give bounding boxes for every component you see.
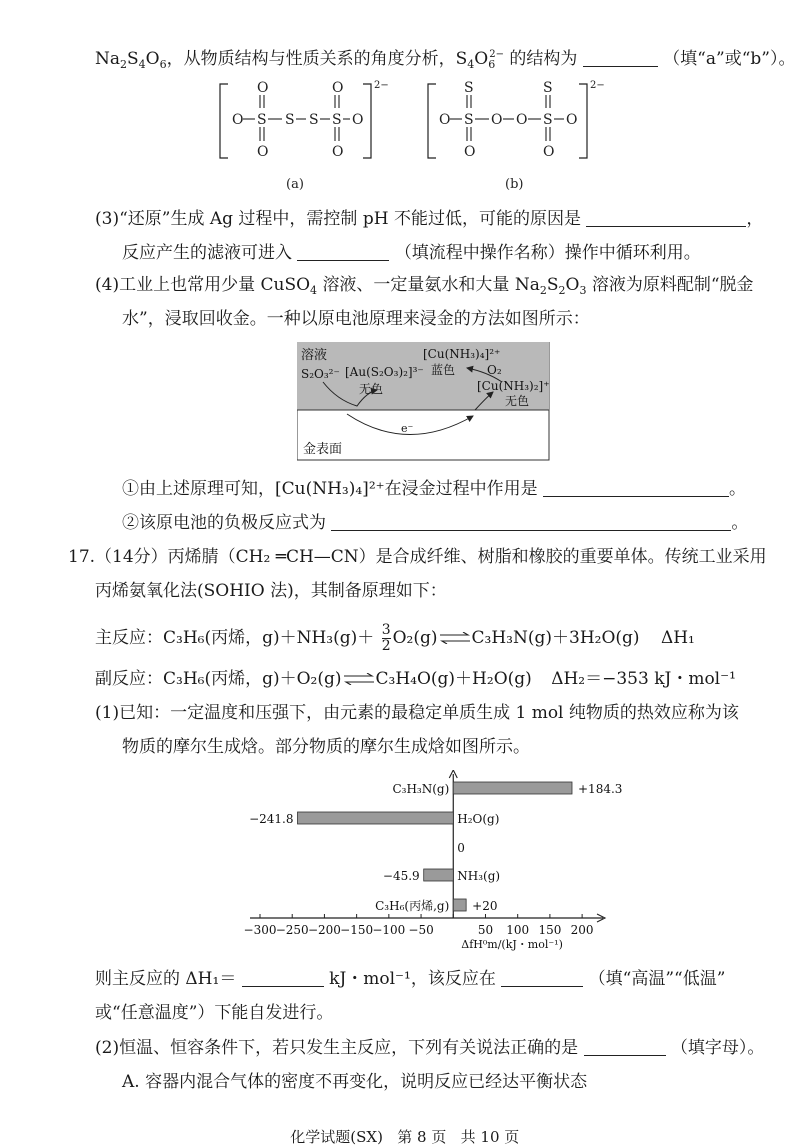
q16-p4-line2: 水”，浸取回收金。一种以原电池原理来浸金的方法如图所示： [122,309,590,329]
q17-after-chart-1: 则主反应的 ΔH₁＝ kJ・mol⁻¹，该反应在 （填“高温”“低温” [95,969,726,989]
label-b: (b) [505,177,524,192]
zero-label: 0 [457,841,465,855]
x-tick-label: 150 [538,923,562,937]
category-label: H₂O(g) [457,812,500,826]
x-tick-label: −300 [243,923,277,937]
svg-text:S: S [285,112,295,128]
q16-p3-line1: (3)“还原”生成 Ag 过程中，需控制 pH 不能过低，可能的原因是 ， [95,209,764,229]
label-a: (a) [286,177,304,192]
x-tick-label: −250 [275,923,309,937]
q16-sub1: ①由上述原理可知，[Cu(NH₃)₄]²⁺在浸金过程中作用是 。 [122,479,747,499]
main-reaction: 主反应：C₃H₆(丙烯，g)＋NH₃(g)＋ $\frac{3}{2}$ O₂(g) C₃H₃N(g)＋3H₂O(g) ΔH₁ [95,622,695,654]
label-au-complex: [Au(S₂O₃)₂]³⁻ [345,365,424,379]
svg-text:O: O [352,112,364,128]
label-s2o3: S₂O₃²⁻ [301,367,340,381]
frac-num: 3 [381,622,391,638]
answer-blank-p3b[interactable] [297,242,389,261]
q17-after-chart-2: 或“任意温度”）下能自发进行。 [95,1003,334,1023]
svg-text:O: O [516,112,528,128]
frac-den: 2 [381,638,391,654]
category-label: C₃H₆(丙烯,g) [375,899,450,913]
svg-text:S: S [464,112,474,128]
bar [424,869,454,881]
label-colorless-1: 无色 [359,382,384,396]
answer-blank-structure[interactable] [583,48,658,67]
data-label: +20 [472,899,498,913]
page-footer: 化学试题(SX) 第 8 页 共 10 页 [290,1128,520,1146]
label-gold-surface: 金表面 [303,442,343,457]
q17-p1-line2: 物质的摩尔生成焓。部分物质的摩尔生成焓如图所示。 [122,737,530,757]
answer-blank-role[interactable] [543,478,729,497]
answer-blank-p3a[interactable] [586,208,746,227]
x-tick-label: −50 [408,923,434,937]
charge-a: 2− [374,80,389,91]
x-tick-label: −150 [340,923,374,937]
bar [453,782,572,794]
svg-text:O: O [439,112,451,128]
answer-blank-p2[interactable] [584,1037,666,1056]
svg-text:O: O [257,80,269,96]
q17-option-a: A. 容器内混合气体的密度不再变化，说明反应已经达平衡状态 [122,1072,588,1092]
answer-blank-anode[interactable] [331,512,731,531]
q17-p1-line1: (1)已知：一定温度和压强下，由元素的最稳定单质生成 1 mol 纯物质的热效应称为该 [95,703,739,723]
bar [297,812,453,824]
svg-text:O: O [332,80,344,96]
label-colorless-2: 无色 [505,394,530,408]
enthalpy-bar-chart [220,770,800,960]
svg-text:O: O [232,112,244,128]
x-tick-label: 50 [477,923,494,937]
svg-text:O: O [332,144,344,160]
svg-text:S: S [543,112,553,128]
data-label: +184.3 [578,782,623,796]
svg-text:S: S [257,112,267,128]
svg-text:S: S [309,112,319,128]
svg-text:O: O [257,144,269,160]
q17-head-line2: 丙烯氨氧化法(SOHIO 法)，其制备原理如下： [95,581,447,601]
category-label: NH₃(g) [457,869,501,883]
x-tick-label: −100 [372,923,406,937]
label-electron: e⁻ [401,422,414,435]
svg-text:S: S [332,112,342,128]
x-tick-label: −200 [307,923,341,937]
intro-line: $Na_2S_4O_6$，从物质结构与性质关系的角度分析，$S_4O_6^{2-}$ 的结构为 （填“a”或“b”）。 [95,49,796,71]
x-tick-label: 100 [506,923,530,937]
svg-text:S: S [464,80,474,96]
label-cu-nh3-4: [Cu(NH₃)₄]²⁺ [423,347,501,361]
svg-text:O: O [491,112,503,128]
q16-p3-line2: 反应产生的滤液可进入 （填流程中操作名称）操作中循环利用。 [122,243,701,263]
label-blue: 蓝色 [431,363,456,377]
svg-text:S: S [543,80,553,96]
label-solution: 溶液 [301,348,328,363]
answer-blank-temp[interactable] [501,968,583,987]
q17-p2: (2)恒温、恒容条件下，若只发生主反应，下列有关说法正确的是 （填字母）。 [95,1038,765,1058]
answer-blank-dh1[interactable] [242,968,324,987]
x-axis-label: ΔfH⁰m/(kJ・mol⁻¹) [461,938,563,951]
q17-head-line1: 17.（14分）丙烯腈（CH₂ ═CH—CN）是合成纤维、树脂和橡胶的重要单体。传统工业采用 [68,547,767,567]
x-tick-label: 200 [570,923,594,937]
svg-text:O: O [566,112,578,128]
equilibrium-arrow-2 [342,669,376,691]
equilibrium-arrow [438,628,472,650]
svg-text:O: O [543,144,555,160]
gold-leaching-diagram [297,342,557,462]
data-label: −45.9 [382,869,420,883]
label-cu-nh3-2: [Cu(NH₃)₂]⁺ [477,379,550,393]
bar [453,899,466,911]
charge-b: 2− [590,80,605,91]
side-reaction: 副反应：C₃H₆(丙烯，g)＋O₂(g) C₃H₄O(g)＋H₂O(g) ΔH₂＝−353 kJ・mol⁻¹ [95,669,736,689]
svg-text:O: O [464,144,476,160]
q16-p4-line1: (4)工业上也常用少量 CuSO$_4$ 溶液、一定量氨水和大量 $Na_2S_2O_3$ 溶液为原料配制“脱金 [95,275,754,297]
category-label: C₃H₃N(g) [392,782,450,796]
q16-sub2: ②该原电池的负极反应式为 。 [122,513,749,533]
data-label: −241.8 [249,812,294,826]
label-o2: O₂ [487,363,502,377]
